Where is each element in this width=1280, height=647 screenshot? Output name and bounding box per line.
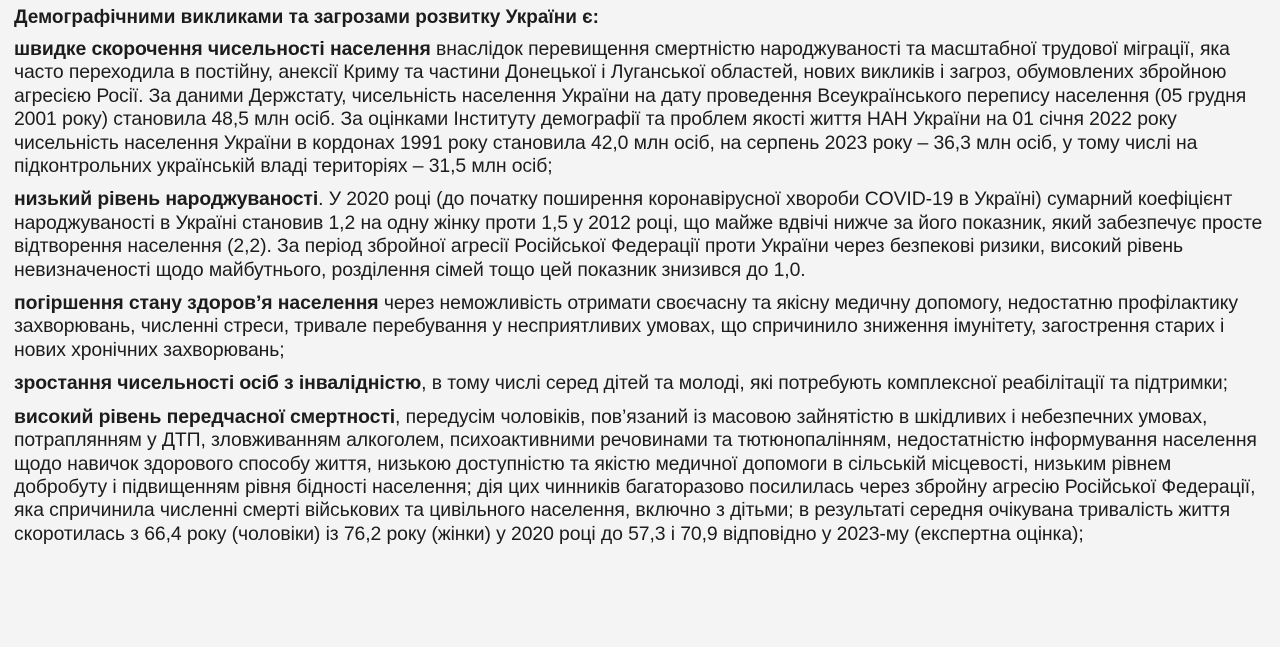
paragraph-lead: швидке скорочення чисельності населення (14, 38, 431, 60)
paragraph-low-birth-rate (14, 188, 1264, 282)
paragraph-text: , в тому числі серед дітей та молоді, які потребують комплексної реабілітації та підтримки; (421, 372, 1228, 395)
paragraph-population-decline (14, 38, 1264, 178)
paragraph-disability-growth (14, 372, 1264, 395)
paragraph-text: . У 2020 році (до початку поширення коронавірусної хвороби COVID-19 в Україні) сумарний коефіцієнт народжуваності в Україні становив 1,2 на одну жінку проти 1,5 у 2012 році, що майже вдвічі нижче за його показник, який забезпечує просте відтворення населення (2,2). За період збройної агресії Російської Федерації проти України через безпекові ризики, високий рівень невизначеності щодо майбутнього, розділення сімей тощо цей показник знизився до 1,0. (14, 188, 1263, 281)
paragraph-lead: погіршення стану здоров’я населення (14, 292, 379, 315)
paragraph-text: через неможливість отримати своєчасну та якісну медичну допомогу, недостатню профілактику захворювань, численні стреси, тривале перебування у несприятливих умовах, що спричинило зниження імунітету, загострення старих і нових хронічних захворювань; (14, 292, 1238, 361)
document-title: Демографічними викликами та загрозами розвитку України є: (14, 7, 599, 28)
paragraph-health-deterioration (14, 292, 1264, 362)
paragraph-lead: низький рівень народжуваності (14, 188, 319, 211)
paragraph-text: , передусім чоловіків, пов’язаний із масовою зайнятістю в шкідливих і небезпечних умовах, потраплянням у ДТП, зловживанням алкоголем, психоактивними речовинами та тютюнопалінням, недостатністю інформування населення щодо навичок здорового способу життя, низькою доступністю та якістю медичної допомоги в сільській місцевості, низьким рівнем добробуту і підвищенням рівня бідності населення; дія цих чинників багаторазово посилилась через збройну агресію Російської Федерації, яка спричинила численні смерті військових та цивільного населення, включно з дітьми; в результаті середня очікувана тривалість життя скоротилась з 66,4 року (чоловіки) із 76,2 року (жінки) у 2020 році до 57,3 і 70,9 відповідно у 2023-му (експертна оцінка); (14, 405, 1257, 545)
paragraph-premature-mortality (14, 406, 1264, 546)
paragraph-text: внаслідок перевищення смертністю народжуваності та масштабної трудової міграції, яка часто переходила в постійну, анексії Криму та частини Донецької і Луганської областей, нових викликів і загроз, обумовлених збройною агресією Росії. За даними Держстату, чисельність населення України на дату проведення Всеукраїнського перепису населення (05 грудня 2001 року) становила 48,5 млн осіб. За оцінками Інституту демографії та проблем якості життя НАН України на 01 січня 2022 року чисельність населення України в кордонах 1991 року становила 42,0 млн осіб, на серпень 2023 року – 36,3 млн осіб, у тому числі на підконтрольних українській владі територіях – 31,5 млн осіб; (14, 38, 1247, 178)
paragraph-lead: зростання чисельності осіб з інвалідністю (14, 372, 422, 395)
paragraph-lead: високий рівень передчасної смертності (14, 405, 396, 428)
